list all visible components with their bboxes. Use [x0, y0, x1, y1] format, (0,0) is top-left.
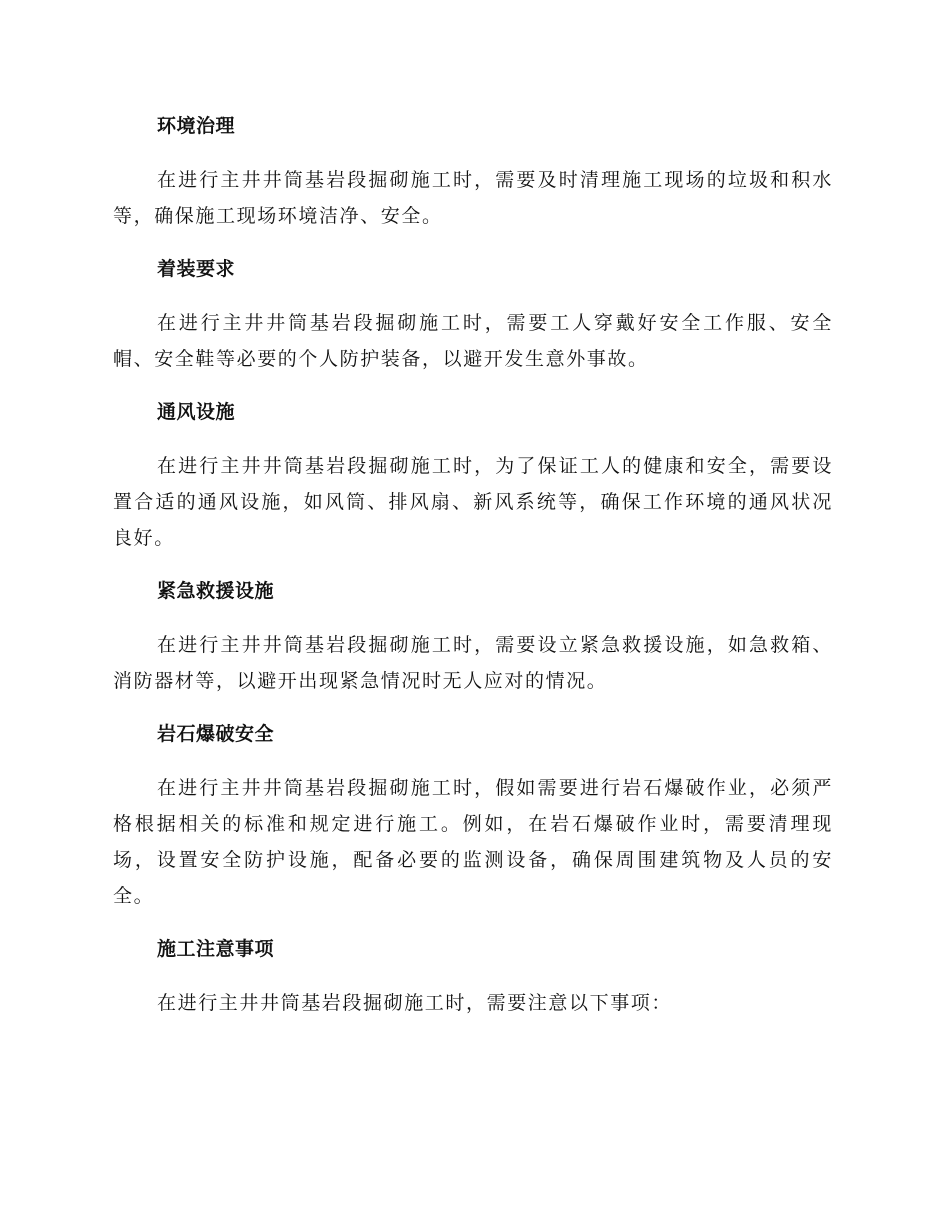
- section-heading-environment: 环境治理: [157, 115, 236, 137]
- section-heading-ventilation: 通风设施: [157, 401, 236, 423]
- section-body-attire: 在进行主井井筒基岩段掘砌施工时，需要工人穿戴好安全工作服、安全帽、安全鞋等必要的个人防护装备，以避开发生意外事故。: [113, 312, 833, 370]
- section-body-precautions: 在进行主井井筒基岩段掘砌施工时，需要注意以下事项：: [157, 992, 673, 1014]
- document-content: [113, 108, 833, 1021]
- section-body-blasting: 在进行主井井筒基岩段掘砌施工时，假如需要进行岩石爆破作业，必须严格根据相关的标准和规定进行施工。例如，在岩石爆破作业时，需要清理现场，设置安全防护设施，配备必要的监测设备，确保周围建筑物及人员的安全。: [113, 777, 833, 907]
- section-heading-blasting: 岩石爆破安全: [157, 723, 275, 745]
- section-heading-attire: 着装要求: [157, 258, 236, 280]
- section-body-environment: 在进行主井井筒基岩段掘砌施工时，需要及时清理施工现场的垃圾和积水等，确保施工现场环境洁净、安全。: [113, 169, 833, 227]
- section-body-ventilation: 在进行主井井筒基岩段掘砌施工时，为了保证工人的健康和安全，需要设置合适的通风设施，如风筒、排风扇、新风系统等，确保工作环境的通风状况良好。: [113, 455, 833, 549]
- section-heading-precautions: 施工注意事项: [157, 938, 275, 960]
- section-heading-emergency: 紧急救援设施: [157, 580, 275, 602]
- section-body-emergency: 在进行主井井筒基岩段掘砌施工时，需要设立紧急救援设施，如急救箱、消防器材等，以避开出现紧急情况时无人应对的情况。: [113, 634, 833, 692]
